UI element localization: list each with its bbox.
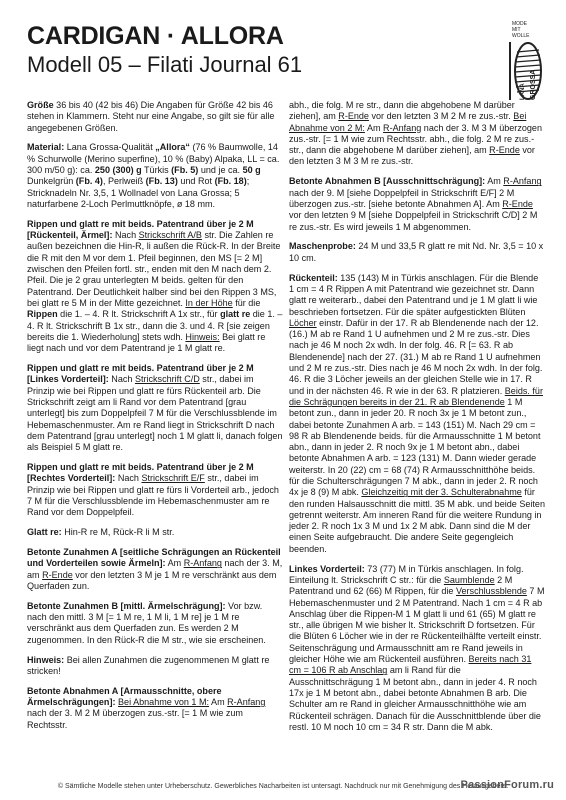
text-run: (Fb. 4)	[75, 176, 103, 187]
text-run: Rippen und glatt re mit beids. Patentrand über je 2 M [Rechtes Vorderteil]:	[27, 461, 254, 484]
text-run: Betonte Zunahmen B [mittl. Ärmelschrägung]:	[27, 600, 226, 611]
text-run: Material:	[27, 142, 65, 153]
text-run: und Rot	[177, 176, 215, 187]
paragraph-rippen-ef	[27, 462, 283, 518]
text-run: abh., die folg. M re str., dann die abgehobene M darüber ziehen], am	[289, 100, 515, 122]
text-run: Bei allen Zunahmen die zugenommenen M glatt re stricken!	[27, 654, 270, 676]
text-run: Nach	[115, 473, 142, 484]
paragraph-rippen-cd	[27, 363, 283, 453]
text-run: Rippen	[27, 309, 58, 320]
text-run: Löcher	[289, 317, 317, 328]
text-run: Betonte Zunahmen A [seitliche Schrägungen an Rückenteil und Vorderteilen sowie Ärmeln]:	[27, 546, 281, 569]
text-run: für den runden Halsausschnitt die mittl. 35 M abk. und beide Seiten getrennt weiterstr. Am inneren Rand für die weitere Rundung in jeder 2. R noch 1x 3 M und 1x 2 M abk. Dann sind die M der einen Seite aufgebraucht. Die andere Seite gegengleich beenden.	[289, 487, 545, 554]
text-run: Verschlussblende	[455, 586, 527, 597]
text-run: R-Ende	[502, 198, 533, 209]
text-run: nach der 9. M [siehe Doppelpfeil in Strickschrift E/F] 2 M überzogen zus.-str. [siehe betonte Abnahmen A]. Am	[289, 187, 515, 209]
text-run: vor den letzten 9 M [siehe Doppelpfeil in Strickschrift C/D] 2 M re zus.-str. Es wird jeweils 1 M abgenommen.	[289, 210, 538, 232]
text-run: 24 M und 33,5 R glatt re mit Nd. Nr. 3,5 = 10 x 10 cm.	[289, 241, 544, 263]
page-title: CARDIGAN · ALLORA	[27, 22, 284, 50]
text-run: Am	[209, 697, 228, 707]
text-run: Gleichzeitig mit der 3. Schulterabnahme	[361, 487, 522, 498]
paragraph-rueckenteil	[289, 273, 545, 555]
paragraph-zunahmen-a	[27, 547, 283, 592]
text-run: Am	[165, 558, 184, 569]
text-run: Am	[485, 176, 504, 187]
page-subtitle: Modell 05 – Filati Journal 61	[27, 52, 303, 77]
text-run: Betonte Abnahmen B [Ausschnittschrägung]:	[289, 176, 486, 187]
text-run: R-Anfang	[503, 176, 542, 187]
text-run: Hin-R re M, Rück-R li M str.	[61, 527, 175, 538]
page-header	[27, 22, 302, 78]
text-run: glatt re	[220, 309, 251, 320]
paragraph-glatt-re	[27, 527, 283, 538]
text-run: Maschenprobe:	[289, 241, 356, 252]
text-run: Betonte Abnahmen A [Armausschnitte, obere Ärmelschrägungen]:	[27, 685, 222, 707]
text-run: (Fb. 5)	[171, 165, 199, 176]
paragraph-abnahmen-b	[289, 176, 545, 232]
text-run: am li Rand für die Ausschnittschrägung 1 M betont abn., dann in jeder 4. R noch 17x je 1 M betont abn., dabei betonte Abnahmen B arb. Die Schulter am re Rand in gleicher Armausschnitthöhe wie am Rückenteil schrägen. Danach für die Ausschnittblende über die restl. 10 M noch 10 cm = 34 R str. Dann die M abk.	[289, 665, 541, 732]
text-run: Strickschrift A/B	[138, 230, 202, 241]
text-run: Am	[364, 122, 384, 133]
text-run: Rippen und glatt re mit beids. Patentrand über je 2 M [Linkes Vorderteil]:	[27, 363, 254, 385]
paragraph-hinweis	[27, 655, 283, 678]
svg-text:LANA: LANA	[520, 83, 526, 100]
text-run: R-Ende	[338, 111, 369, 122]
text-run: Rückenteil:	[289, 272, 338, 283]
text-run: Hinweis:	[185, 331, 220, 342]
text-run: 36 bis 40 (42 bis 46) Die Angaben für Größe 42 bis 46 stehen in Klammern. Steht nur eine Angabe, so gilt sie für alle angegebenen Größen.	[27, 100, 275, 133]
text-run: str., dabei im Prinzip wie bei Rippen und glatt re fürs li Vorderteil arb., jedoch 7 M für die Verschlussblende im Hebemaschenmuster am re Rand vor dem Doppelpfeil.	[27, 473, 279, 518]
text-run: 135 (143) M in Türkis anschlagen. Für die Blende 1 cm = 4 R Rippen A mit Patentrand wie gezeichnet str. Dann glatt re weiterarb., dabei den Patentrand und je 1 M glatt li wie beschrieben fortsetzen. Für die später aufgestickten Blüten	[289, 272, 539, 317]
text-run: 50 g	[242, 165, 261, 176]
text-run: Glatt re:	[27, 527, 62, 538]
text-run: , Perlweiß	[102, 176, 146, 187]
copyright-notice: © Sämtliche Modelle stehen unter Urheberschutz. Gewerbliches Nacharbeiten ist untersagt. Nachdruck nur mit Genehmigung des Herausgebers.	[57, 783, 509, 790]
text-run: Dunkelgrün	[27, 176, 76, 187]
text-run: 250 (300) g	[94, 165, 142, 176]
text-run: (Fb. 18)	[214, 176, 247, 187]
text-run: vor den letzten 3 M je 1 M re verschränkt aus dem Querfaden zun.	[27, 569, 277, 591]
svg-text:MODE: MODE	[512, 21, 527, 27]
text-run: R-Ende	[42, 569, 73, 580]
text-run: die 1. – 4. R lt. Strickschrift B 1x str., dann die 3. und 4. R [sie zeigen bereits die 1. Wiederholung] stets wdh.	[27, 309, 283, 342]
text-run: ; Stricknadeln Nr. 3,5, 1 Wollnadel von Lana Grossa; 5 naturfarbene 2-Loch Perlmuttknöpfe, ø 18 mm.	[27, 176, 250, 209]
text-run: R-Anfang	[227, 697, 266, 707]
text-run: Bei glatt re liegt nach und vor dem Patentrand je 1 M glatt re.	[27, 331, 266, 354]
text-run: nach der 3. M, am	[27, 558, 283, 580]
text-run: Größe	[27, 100, 54, 110]
text-run: die 1. – 4. R lt. Strickschrift A 1x str., für	[57, 309, 221, 320]
text-run: vor den letzten 3 M 3 M re zus.-str.	[289, 145, 535, 167]
text-run: In der Höhe	[185, 297, 233, 308]
right-text-column	[289, 100, 545, 742]
text-run: (Fb. 13)	[145, 176, 178, 187]
text-run: Nach	[108, 374, 135, 385]
lana-grossa-logo	[488, 16, 544, 102]
text-run: Beids. für die Schrägungen bereits in der 21. R ab Blendenende	[289, 385, 543, 407]
text-run: 7 M Hebemaschenmuster und 2 M Patentrand. Nach 1 cm = 4 R ab Anschlag über die Rippen-M 1 M glatt li und 61 (65) M glatt re str., alle übrigen M wie bisher lt. Strickschrift D fortsetzen. Für die Blüten 6 Löcher wie in der re Rückenteilhälfte verteilt einstr. Seitenschrägung und Armausschnitt am re Rand jeweils in gleicher Höhe wie am Rückenteil ausführen.	[289, 586, 545, 665]
text-run: Bei Abnahme von 1 M:	[118, 697, 210, 707]
text-run: str., dabei im Prinzip wie bei Rippen und glatt re fürs Rückenteil arb. Die Strickschrift zeigt am li Rand vor dem Patentrand [grau unterlegt] bis zum Doppelpfeil 7 M für die Verschlussblende im Hebemaschenmuster. Am re Rand liegt in Strickschrift D nach dem Patentrand [grau unterlegt] noch 1 M glatt li, danach folgen als Beispiel 5 M glatt re.	[27, 374, 283, 453]
text-run: Lana Grossa-Qualität	[64, 142, 156, 153]
text-run: Bereits nach 31 cm = 106 R ab Anschlag	[289, 654, 532, 676]
text-run: Rippen und glatt re mit beids. Patentrand über je 2 M [Rückenteil, Ärmel]:	[27, 218, 254, 241]
paragraph-groesse	[27, 100, 283, 134]
text-run: Strickschrift C/D	[134, 374, 200, 385]
text-run: 2 M Patentrand und 62 (66) M Rippen, für die	[289, 574, 513, 597]
text-run: R-Anfang	[383, 122, 422, 133]
paragraph-material	[27, 142, 283, 210]
svg-text:GROSSA: GROSSA	[530, 69, 537, 100]
text-run: Linkes Vorderteil:	[289, 563, 365, 574]
left-text-column	[27, 100, 283, 739]
paragraph-abnahmen-a	[27, 686, 283, 731]
text-run: Vor bzw. nach den mittl. 3 M [= 1 M re, 1 M li, 1 M re] je 1 M re verschränkt aus dem Querfaden zun. Es werden 2 M zugenommen. In den Rück-R die M str., wie sie erscheinen.	[27, 600, 266, 645]
text-run: R-Anfang	[183, 558, 222, 569]
text-run: und je ca.	[198, 165, 243, 176]
paragraph-maschenprobe	[289, 241, 545, 264]
text-run: (76 % Baumwolle, 14 % Schurwolle (Merino superfine), 10 % (Baby) Alpaka, LL = ca. 300 m/50 g): ca.	[27, 142, 280, 176]
paragraph-linkes-vorderteil	[289, 564, 545, 733]
text-run: Strickschrift E/F	[141, 473, 205, 484]
text-run: nach der 3. M 2 M überzogen zus.-str. [= 1 M wie zum Rechtsstr.	[27, 708, 243, 730]
text-run: für die	[232, 297, 261, 308]
text-run: Türkis	[141, 165, 172, 176]
text-run: vor den letzten 3 M 2 M re zus.-str.	[368, 111, 514, 122]
svg-text:WOLLE: WOLLE	[512, 33, 530, 39]
text-run: str. Die Zahlen re außen bezeichnen die Hin-R, li außen die Rück-R. In der Breite die R mit den M vor dem 1. Pfeil beginnen, den MS [= 2 M] zwischen den Pfeilen fortl. str., enden mit den M nach dem 2. Pfeil. Die je 2 grau unterlegten M beids. gelten für den Patentrand. Der Deutlichkeit halber sind bei den Rippen 3 MS, bei glatt re 5 M in der Mitte gezeichnet.	[27, 230, 281, 308]
paragraph-zunahmen-b	[27, 601, 283, 646]
paragraph-rippen-ab	[27, 219, 283, 355]
paragraph-abnahmen-a-cont	[289, 100, 545, 168]
text-run: 1 M betont zun., dann in jeder 20. R noch 3x je 1 M betont zun., dabei betonte Zunahmen A arb. = 143 (151) M. Nach 29 cm = 98 R ab Blendenende beids. für die Armausschnitte 1 M betont abn., dann in jeder 2. R noch 9x je 1 M betont abn., dabei betonte Abnahmen A arb. = 123 (131) M. Dann wieder gerade weiterstr. In 20 (22) cm = 68 (74) R Armausschnitthöhe beids. für die Schulterschrägungen 7 M abk., dann in jeder 2. R noch 4x je 8 (9) M abk.	[289, 396, 541, 498]
text-run: Hinweis:	[27, 654, 65, 665]
text-run: einstr. Dafür in der 17. R ab Blendenende nach der 12. (16.) M ab re Rand 1 U aufnehmen und 2 M re zus.-str. Dies nach je 46 M noch 2x wdh. In der folg. 46. R [= 63. R ab Blendenende] nach der 27. (31.) M ab re Rand 1 U aufnehmen und 2 M re zus.-str. Dies nach je 46 M noch 2x wdh. In der folg. 46. R die 3 Löcher jeweils an der gleichen Stelle wie in 17. R und in der nächsten 46. R wie in der 63. R platzieren.	[289, 317, 543, 396]
text-run: 73 (77) M in Türkis anschlagen. In folg. Einteilung lt. Strickschrift C str.: für die	[289, 563, 524, 585]
text-run: Bei Abnahme von 2 M:	[289, 111, 527, 133]
text-run: Saumblende	[443, 574, 495, 585]
watermark: PassionForum.ru	[460, 779, 554, 791]
svg-text:MIT: MIT	[512, 27, 521, 33]
text-run: Nach	[112, 230, 139, 241]
text-run: R-Ende	[489, 145, 520, 156]
text-run: nach der 3. M 3 M überzogen zus.-str. [= 1 M wie zum Rechtsstr. abh., die folg. 2 M re zus.-str., dann die abgehobene M darüber ziehen], am	[289, 122, 542, 156]
text-run: „Allora“	[155, 142, 190, 153]
